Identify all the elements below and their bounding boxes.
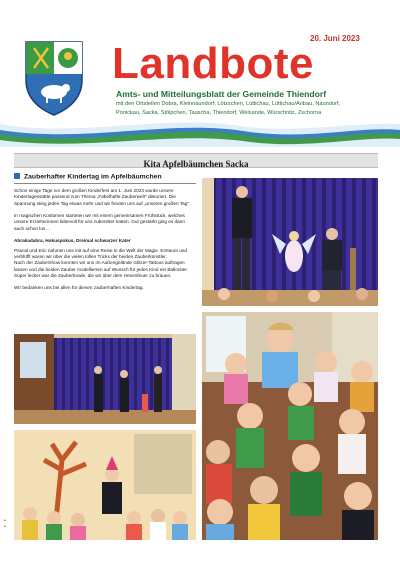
photo-magicians-on-stage — [202, 178, 378, 306]
photo-children-audience — [202, 312, 378, 540]
article-subheading: Abrakadabra, Hokuspokus, Dreimal schwarzer Kater — [14, 238, 131, 244]
villages-line-1: mit den Ortsteilen Dobra, Kleinnaundorf, Lötzschen, Lüttichau, Lüttichau/Anbau, Naundorf, — [116, 101, 340, 107]
header-wave-decoration — [0, 112, 400, 147]
headline-divider — [14, 183, 196, 184]
article-paragraph: Super lecker war die Zauberbowle, die wir über dem Hexenfeuer zu brauen. — [14, 272, 172, 278]
page-edge-mark: • • — [4, 518, 6, 530]
section-title-bar — [14, 153, 378, 168]
article-headline-text: Zauberhafter Kindertag im Apfelbäumchen — [24, 173, 162, 181]
newspaper-title: Landbote — [112, 39, 314, 88]
coat-of-arms-icon — [24, 40, 84, 116]
headline-bullet-icon — [14, 173, 20, 179]
article-headline — [14, 173, 196, 181]
article-paragraph: Schon einige Tage vor dem großen Kinderfest am 1. Juni 2023 wurde unsere Kindertagesstätte passend zum Thema „Fabelhafte Zauberwelt" dekoriert. Die Spannung stieg jeden Tag etwas mehr und wir freuten uns auf „unseren großen Tag". — [14, 188, 191, 206]
photo-children-with-magician — [14, 430, 196, 540]
article-paragraph: Wir bedanken uns bei allen für diesen zauberhaften Kindertag. — [14, 285, 144, 291]
article-body — [14, 188, 196, 298]
masthead — [0, 0, 400, 140]
photo-stage-performance — [14, 334, 196, 424]
article-paragraph: Pascal und Eric nahmen uns mit auf eine Reise in die Welt der Magie. Erstaunt und verblüfft waren wir über die vielen tollen Tricks der beiden Zauberkünstler. — [14, 247, 187, 259]
newspaper-subtitle: Amts- und Mitteilungsblatt der Gemeinde Thiendorf — [116, 89, 327, 99]
section-title: Kita Apfelbäumchen Sacka — [143, 159, 249, 169]
issue-date: 20. Juni 2023 — [310, 34, 360, 43]
article-paragraph: In magischen Kostümen starteten wir mit einem gemeinsamen Frühstück, welches unsere Erzieherinnen liebevoll für uns zubereitet hatten. Gut gestärkt ging es dann auch schon los… — [14, 213, 185, 231]
villages-line-2: Ponickau, Sacka, Stölpchen, Tauscha, Thiendorf, Welxande, Würschnitz, Zschorna — [116, 110, 322, 116]
article-paragraph: Nach der Zaubershow konnten wir uns im Außengelände Glitzer-Tattoos auftragen lassen und die beiden Zauber modellierten auf Wunsch für jedes Kind ein Ballontier. — [14, 260, 188, 272]
